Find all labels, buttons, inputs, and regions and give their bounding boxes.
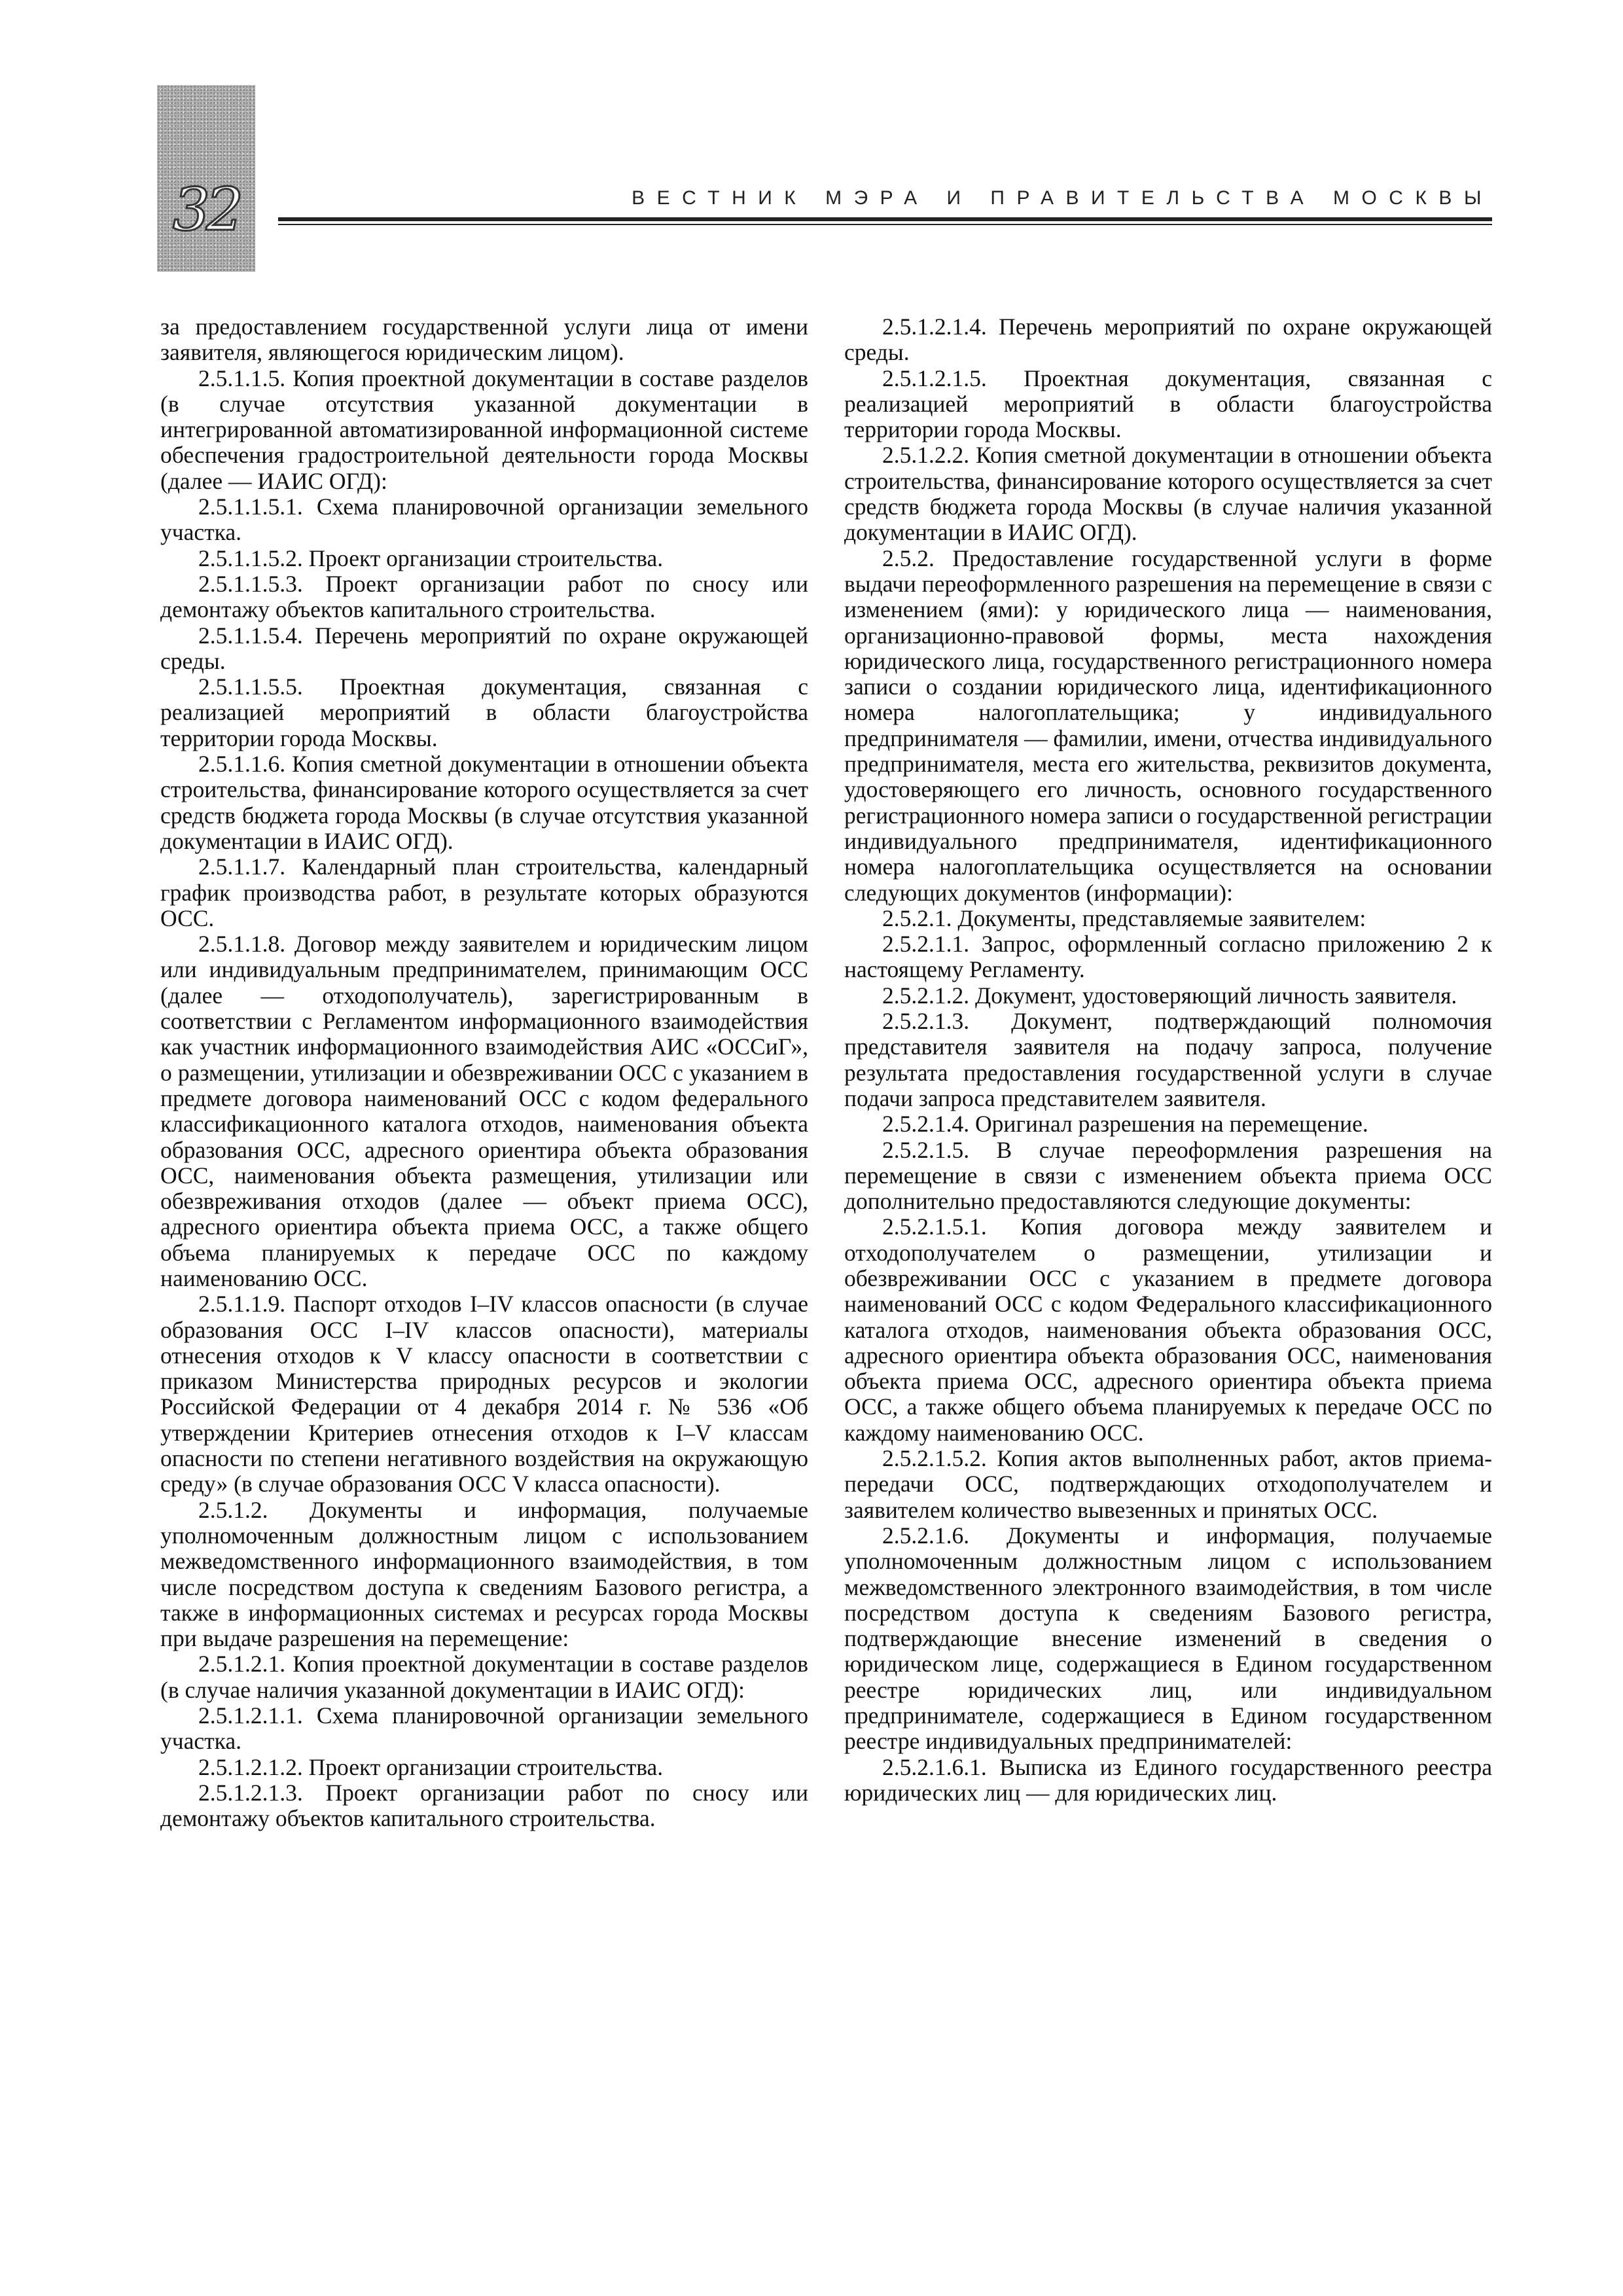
- right-column-paragraph-7: 2.5.2.1.2. Документ, удостоверяющий личность заявителя.: [882, 982, 1457, 1009]
- left-column-paragraph-2: 2.5.1.1.5. Копия проектной документации в составе разделов (в случае отсутствия указанной документации в интегрированной автоматизированной информационной системе обеспечения градостроительной деятельности города Москвы (далее — ИАИС ОГД):: [160, 365, 808, 494]
- page-number: 32: [172, 175, 240, 244]
- left-column-paragraph-10: 2.5.1.1.8. Договор между заявителем и юридическим лицом или индивидуальным предпринимателем, принимающим ОСС (далее — отходополучатель), зарегистрированным в соответствии с Регламентом информационного взаимодействия как участник информационного взаимодействия АИС «ОССиГ», о размещении, утилизации и обезвреживании ОСС с указанием в предмете договора наименований ОСС с кодом федерального классификационного каталога отходов, наименования объекта образования ОСС, адресного ориентира объекта образования ОСС, наименования объекта размещения, утилизации или обезвреживания отходов (далее — объект приема ОСС), адресного ориентира объекта приема ОСС, а также общего объема планируемых к передаче ОСС по каждому наименованию ОСС.: [160, 931, 808, 1291]
- left-column: [160, 314, 808, 1832]
- left-column-paragraph-13: 2.5.1.2.1. Копия проектной документации в составе разделов (в случае наличия указанной документации в ИАИС ОГД):: [160, 1651, 808, 1703]
- left-column-paragraph-4: 2.5.1.1.5.2. Проект организации строительства.: [198, 545, 664, 571]
- right-column-paragraph-8: 2.5.2.1.3. Документ, подтверждающий полномочия представителя заявителя на подачу запроса, получение результата предоставления государственной услуги в случае подачи запроса представителем заявителя.: [844, 1008, 1492, 1111]
- right-column-paragraph-11: 2.5.2.1.5.1. Копия договора между заявителем и отходополучателем о размещении, утилизации и обезвреживании ОСС с указанием в предмете договора наименований ОСС с кодом Федерального классификационного каталога отходов, наименования объекта образования ОСС, адресного ориентира объекта образования ОСС, наименования объекта приема ОСС, адресного ориентира объекта приема ОСС, а также общего объема планируемых к передаче ОСС по каждому наименованию ОСС.: [844, 1213, 1492, 1446]
- right-column: [844, 314, 1492, 1806]
- right-column-paragraph-5: 2.5.2.1. Документы, представляемые заявителем:: [882, 905, 1366, 931]
- left-column-paragraph-16: 2.5.1.2.1.3. Проект организации работ по сносу или демонтажу объектов капитального строительства.: [160, 1779, 808, 1832]
- right-column-paragraph-9: 2.5.2.1.4. Оригинал разрешения на перемещение.: [882, 1111, 1368, 1138]
- right-column-paragraph-10: 2.5.2.1.5. В случае переоформления разрешения на перемещение в связи с изменением объекта приема ОСС дополнительно предоставляются следующие документы:: [844, 1136, 1492, 1215]
- left-column-paragraph-5: 2.5.1.1.5.3. Проект организации работ по сносу или демонтажу объектов капитального строительства.: [160, 570, 808, 623]
- running-header: ВЕСТНИК МЭРА И ПРАВИТЕЛЬСТВА МОСКВЫ: [632, 187, 1493, 209]
- left-column-paragraph-6: 2.5.1.1.5.4. Перечень мероприятий по охране окружающей среды.: [160, 622, 808, 674]
- right-column-paragraph-1: 2.5.1.2.1.4. Перечень мероприятий по охране окружающей среды.: [844, 314, 1492, 366]
- right-column-paragraph-2: 2.5.1.2.1.5. Проектная документация, связанная с реализацией мероприятий в области благоустройства территории города Москвы.: [844, 365, 1492, 443]
- left-column-paragraph-14: 2.5.1.2.1.1. Схема планировочной организации земельного участка.: [160, 1702, 808, 1755]
- left-column-paragraph-9: 2.5.1.1.7. Календарный план строительства, календарный график производства работ, в результате которых образуются ОСС.: [160, 853, 808, 931]
- left-column-paragraph-3: 2.5.1.1.5.1. Схема планировочной организации земельного участка.: [160, 493, 808, 546]
- left-column-paragraph-7: 2.5.1.1.5.5. Проектная документация, связанная с реализацией мероприятий в области благоустройства территории города Москвы.: [160, 673, 808, 751]
- left-column-paragraph-11: 2.5.1.1.9. Паспорт отходов I–IV классов опасности (в случае образования ОСС I–IV классов опасности), материалы отнесения отходов к V классу опасности в соответствии с приказом Министерства природных ресурсов и экологии Российской Федерации от 4 декабря 2014 г. № 536 «Об утверждении Критериев отнесения отходов к I–V классам опасности по степени негативного воздействия на окружающую среду» (в случае образования ОСС V класса опасности).: [160, 1291, 808, 1498]
- left-column-paragraph-1: за предоставлением государственной услуги лица от имени заявителя, являющегося юридическим лицом).: [160, 314, 808, 366]
- right-column-paragraph-4: 2.5.2. Предоставление государственной услуги в форме выдачи переоформленного разрешения на перемещение в связи с изменением (ями): у юридического лица — наименования, организационно-правовой формы, места нахождения юридического лица, государственного регистрационного номера записи о создании юридического лица, идентификационного номера налогоплательщика; у индивидуального предпринимателя — фамилии, имени, отчества индивидуального предпринимателя, места его жительства, реквизитов документа, удостоверяющего его личность, основного государственного регистрационного номера записи о государственной регистрации индивидуального предпринимателя, идентификационного номера налогоплательщика осуществляется на основании следующих документов (информации):: [844, 545, 1492, 906]
- right-column-paragraph-3: 2.5.1.2.2. Копия сметной документации в отношении объекта строительства, финансирование которого осуществляется за счет средств бюджета города Москвы (в случае наличия указанной документации в ИАИС ОГД).: [844, 442, 1492, 546]
- right-column-paragraph-12: 2.5.2.1.5.2. Копия актов выполненных работ, актов приема-передачи ОСС, подтверждающих отходополучателем и заявителем количество вывезенных и принятых ОСС.: [844, 1445, 1492, 1523]
- header-rule-thick: [278, 217, 1492, 221]
- right-column-paragraph-13: 2.5.2.1.6. Документы и информация, получаемые уполномоченным должностным лицом с использованием межведомственного электронного взаимодействия, в том числе посредством доступа к сведениям Базового регистра, подтверждающие внесение изменений в сведения о юридическом лице, содержащиеся в Едином государственном реестре юридических лиц, или индивидуальном предпринимателе, содержащиеся в Едином государственном реестре индивидуальных предпринимателей:: [844, 1522, 1492, 1755]
- left-column-paragraph-8: 2.5.1.1.6. Копия сметной документации в отношении объекта строительства, финансирование которого осуществляется за счет средств бюджета города Москвы (в случае отсутствия указанной документации в ИАИС ОГД).: [160, 751, 808, 854]
- header-rule-thin: [278, 224, 1492, 225]
- right-column-paragraph-14: 2.5.2.1.6.1. Выписка из Единого государственного реестра юридических лиц — для юридических лиц.: [844, 1753, 1492, 1806]
- right-column-paragraph-6: 2.5.2.1.1. Запрос, оформленный согласно приложению 2 к настоящему Регламенту.: [844, 931, 1492, 983]
- left-column-paragraph-15: 2.5.1.2.1.2. Проект организации строительства.: [198, 1753, 664, 1780]
- left-column-paragraph-12: 2.5.1.2. Документы и информация, получаемые уполномоченным должностным лицом с использованием межведомственного информационного взаимодействия, в том числе посредством доступа к сведениям Базового регистра, а также в информационных системах и ресурсах города Москвы при выдаче разрешения на перемещение:: [160, 1496, 808, 1652]
